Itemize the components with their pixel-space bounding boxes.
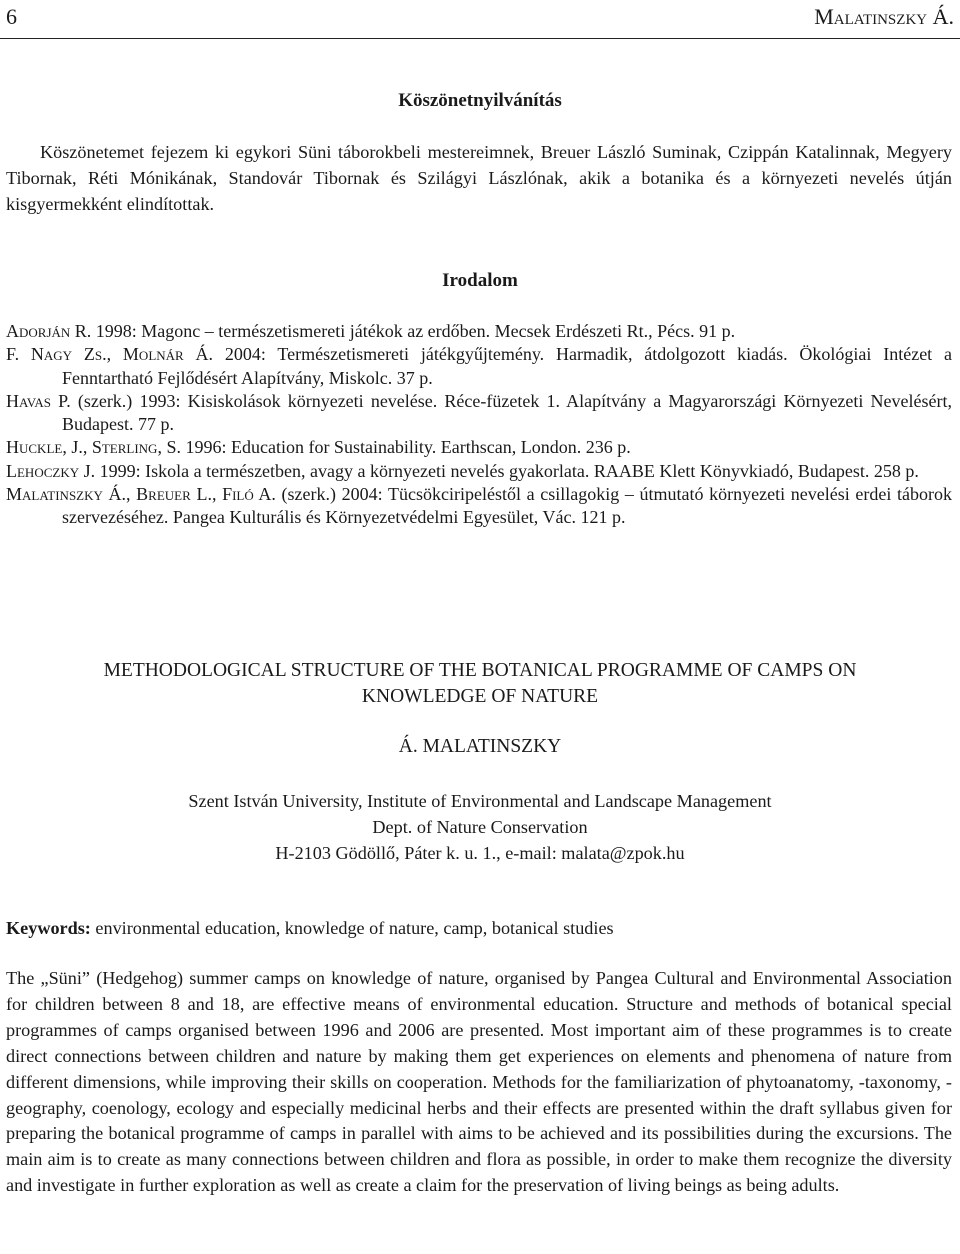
- reference-item: [6, 460, 952, 483]
- header-rule: [0, 38, 960, 39]
- page-number: 6: [6, 4, 17, 29]
- reference-item: [6, 390, 952, 437]
- reference-authors: Malatinszky Á., Breuer L., Filó A.: [6, 484, 276, 505]
- reference-authors: Havas P.: [6, 390, 71, 411]
- reference-text: (szerk.) 1993: Kisiskolások környezeti nevelése. Réce-füzetek 1. Alapítvány a Magyarországi Környezeti Nevelésért, Budapest. 77 p.: [62, 390, 953, 435]
- reference-item: [6, 483, 952, 530]
- reference-text: (szerk.) 2004: Tücsökciripeléstől a csillagokig – útmutató környezeti nevelési erdei táborok szervezéséhez. Pangea Kulturális és Környezetvédelmi Egyesület, Vác. 121 p.: [62, 484, 952, 528]
- references-heading: Irodalom: [442, 270, 518, 291]
- acknowledgement-heading: Köszönetnyilvánítás: [398, 90, 562, 111]
- reference-item: [6, 343, 952, 390]
- keywords-line: [6, 915, 952, 941]
- acknowledgement-text: Köszönetemet fejezem ki egykori Süni táborokbeli mestereimnek, Breuer László Suminak, Czippán Katalinnak, Megyery Tibornak, Réti Mónikának, Standovár Tibornak és Szilágyi Lászlónak, akik a botanika és a környezeti nevelés útján kisgyermekként elindítottak.: [6, 142, 952, 214]
- reference-item: [6, 320, 952, 343]
- reference-text: 2004: Természetismereti játékgyűjtemény. Harmadik, átdolgozott kiadás. Ökológiai Intézet a Fenntartható Fejlődésért Alapítvány, Miskolc. 37 p.: [62, 344, 952, 388]
- article-title-line-1: METHODOLOGICAL STRUCTURE OF THE BOTANICAL PROGRAMME OF CAMPS ON: [103, 660, 857, 681]
- reference-item: [6, 436, 952, 459]
- keywords-text: environmental education, knowledge of nature, camp, botanical studies: [90, 918, 614, 938]
- affiliation-department: Dept. of Nature Conservation: [372, 817, 588, 837]
- reference-text: 1998: Magonc – természetismereti játékok az erdőben. Mecsek Erdészeti Rt., Pécs. 91 p.: [91, 321, 736, 341]
- reference-authors: Lehoczky J.: [6, 460, 96, 481]
- affiliation-institute: Szent István University, Institute of Environmental and Landscape Management: [188, 791, 772, 811]
- reference-authors: F. Nagy Zs., Molnár Á.: [6, 344, 214, 365]
- page-header: [6, 2, 954, 32]
- reference-text: 1999: Iskola a természetben, avagy a környezeti nevelés gyakorlata. RAABE Klett Könyvkiadó, Budapest. 258 p.: [95, 460, 919, 481]
- affiliation-address: H-2103 Gödöllő, Páter k. u. 1., e-mail: malata@zpok.hu: [275, 843, 685, 863]
- article-author: Á. MALATINSZKY: [398, 736, 562, 757]
- running-head: Malatinszky Á.: [814, 4, 954, 29]
- abstract-text: The „Süni” (Hedgehog) summer camps on knowledge of nature, organised by Pangea Cultural and Environmental Association for children between 8 and 18, are effective means of environmental education. Structure and methods of botanical special programmes of camps organised between 1996 and 2006 are presented. Most important aim of these programmes is to create direct connections between children and nature by making them get experiences on elements and phenomena of nature from different dimensions, while improving their skills on cooperation. Methods for the familiarization of phytoanatomy, -taxonomy, -geography, coenology, ecology and especially medicinal herbs and their effects are presented within the draft syllabus given for preparing the botanical programme of camps in parallel with aims to be achieved and its possibilities during the excursions. The main aim is to create as many connections between children and flora as possible, in order to make them recognize the diversity and investigate in further exploration as well as create a claim for the preservation of living beings as being adults.: [6, 968, 952, 1196]
- reference-list: [6, 320, 952, 530]
- keywords-label: Keywords:: [6, 918, 91, 938]
- article-title-line-2: KNOWLEDGE OF NATURE: [361, 686, 599, 707]
- article-affiliation: [0, 788, 960, 866]
- reference-authors: Huckle, J., Sterling, S.: [6, 437, 181, 458]
- reference-authors: Adorján R.: [6, 321, 92, 341]
- reference-text: 1996: Education for Sustainability. Earthscan, London. 236 p.: [180, 437, 631, 458]
- article-title: [40, 658, 920, 710]
